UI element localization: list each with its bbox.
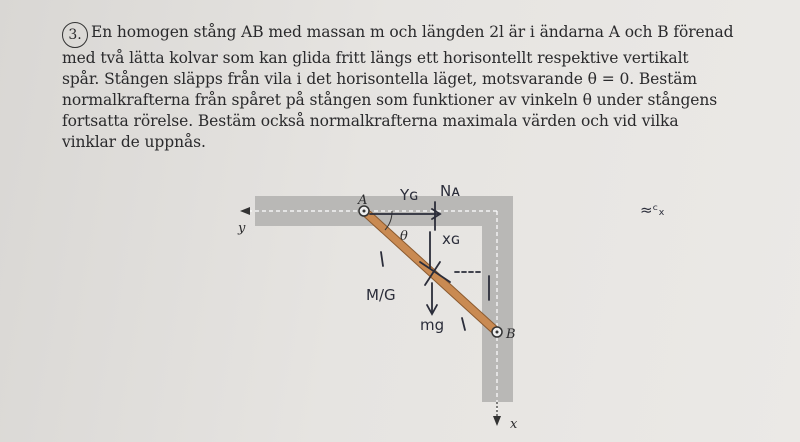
problem-line-1: 3. En homogen stång AB med massan m och längden 2l är i ändarna A och B förenad bbox=[62, 22, 742, 48]
label-theta: θ bbox=[400, 229, 408, 244]
handwritten-xg: xɢ bbox=[442, 230, 461, 248]
problem-line-3: spår. Stången släpps från vila i det horisontella läget, motsvarande θ = 0. Bestäm bbox=[62, 70, 697, 88]
label-y: y bbox=[238, 221, 246, 236]
problem-line-4: normalkrafterna från spåret på stången som funktioner av vinkeln θ under stångens bbox=[62, 91, 718, 109]
label-a: A bbox=[358, 193, 368, 208]
problem-line-5: fortsatta rörelse. Bestäm också normalkrafterna maximala värden och vid vilka bbox=[62, 112, 679, 130]
x-arrow-icon bbox=[493, 416, 501, 426]
handwritten-mg-label: M/G bbox=[366, 286, 396, 304]
handwritten-na: Nᴀ bbox=[440, 182, 461, 200]
handwritten-mg: mg bbox=[420, 316, 445, 334]
problem-line-6: vinklar de uppnås. bbox=[62, 133, 206, 151]
margin-note: ≈ᶜₓ bbox=[640, 201, 665, 219]
problem-number: 3. bbox=[62, 22, 88, 48]
problem-line-2: med två lätta kolvar som kan glida fritt längs ett horisontellt respektive vertikalt bbox=[62, 49, 689, 67]
label-x: x bbox=[510, 417, 518, 432]
label-b: B bbox=[506, 327, 516, 342]
handwritten-yg: Yɢ bbox=[400, 186, 419, 204]
y-arrow-icon bbox=[240, 207, 250, 215]
